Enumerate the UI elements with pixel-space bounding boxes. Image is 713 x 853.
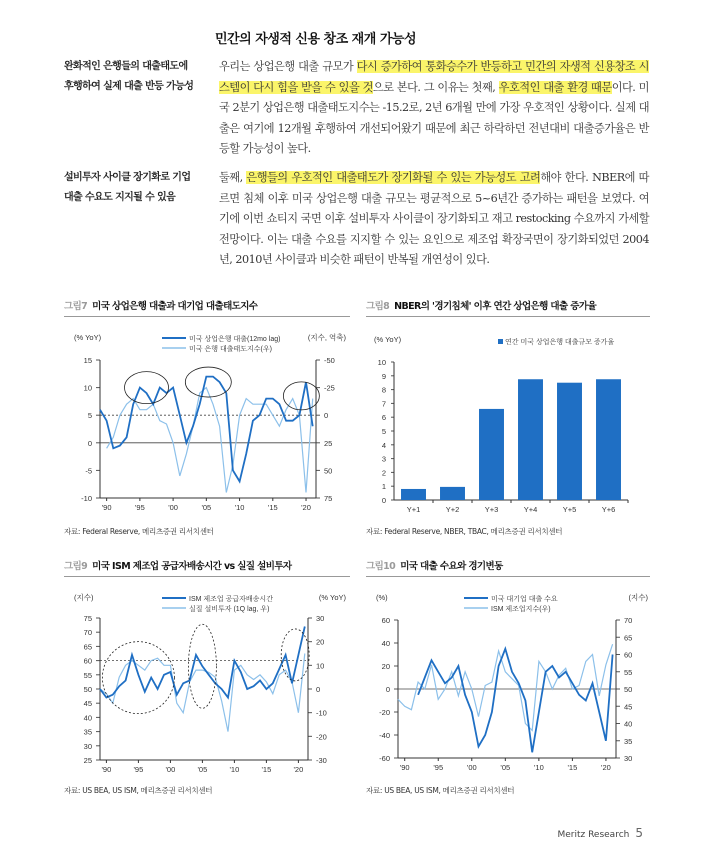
footer-brand: Meritz Research — [557, 830, 630, 840]
y-tick-label-left: 40 — [83, 713, 92, 723]
y-tick-label-right: 20 — [316, 637, 325, 647]
y-tick-label-left: 60 — [381, 616, 390, 625]
y-tick-label-left: 35 — [83, 727, 92, 737]
legend-label: 연간 미국 상업은행 대출규모 증가율 — [505, 339, 615, 346]
y-tick-label-left: 60 — [83, 656, 92, 666]
legend-label: 미국 대기업 대출 수요 — [491, 596, 558, 603]
y-tick-label: 9 — [381, 371, 386, 381]
y-tick-label-left: 25 — [83, 756, 92, 765]
chart-7 — [64, 322, 354, 518]
y-tick-label-right: 50 — [624, 685, 633, 694]
y-tick-label-left: -10 — [81, 494, 92, 503]
bar — [518, 379, 543, 500]
x-tick-label: '15 — [267, 503, 278, 512]
x-tick-label: '00 — [466, 763, 477, 772]
y-tick-label: 0 — [381, 496, 386, 505]
x-tick-label: Y+5 — [562, 505, 577, 514]
chart-8 — [366, 322, 656, 518]
y-tick-label-right: 30 — [624, 754, 633, 763]
highlight: 다시 증가하여 통화승수가 반등하고 민간의 자생적 신용창조 시스템이 다시 힘을 받을 수 있을 것 — [219, 60, 649, 94]
bar — [440, 487, 465, 500]
x-tick-label: '90 — [101, 765, 112, 774]
y-tick-label-left: 40 — [381, 639, 390, 648]
bar — [557, 383, 582, 500]
figure-8-header — [366, 298, 650, 317]
x-tick-label: '90 — [101, 503, 112, 512]
y-tick-label-right: 55 — [624, 667, 633, 677]
y-tick-label: 7 — [381, 399, 386, 409]
y-tick-label-left: 20 — [381, 662, 390, 671]
y-tick-label: 1 — [381, 482, 386, 492]
x-tick-label: '15 — [567, 763, 578, 772]
y-axis-right-label: (지수) — [628, 593, 648, 602]
x-tick-label: Y+4 — [523, 505, 538, 514]
side-note-line: 완화적인 은행들의 대출태도에 — [64, 61, 188, 72]
y-axis-left-label: (% YoY) — [74, 333, 102, 342]
x-tick-label: Y+2 — [445, 505, 460, 514]
x-tick-label: '20 — [293, 765, 304, 774]
paragraph-1 — [219, 57, 649, 160]
y-tick-label-left: -40 — [379, 731, 390, 740]
side-note-line: 대출 수요도 지지될 수 있음 — [64, 192, 176, 203]
x-tick-label: Y+6 — [601, 505, 616, 514]
series-line-1 — [100, 377, 313, 482]
y-tick-label-right: -20 — [316, 732, 327, 742]
y-tick-label-right: 35 — [624, 736, 633, 746]
y-tick-label-right: -10 — [316, 708, 327, 718]
y-tick-label-right: 10 — [316, 661, 325, 671]
y-tick-label-left: 45 — [83, 699, 92, 709]
figure-number: 그림8 — [366, 301, 390, 312]
y-tick-label-left: 55 — [83, 670, 92, 680]
y-tick-label-left: -60 — [379, 754, 390, 763]
y-tick-label-left: 5 — [87, 411, 92, 421]
y-tick-label-right: 45 — [624, 702, 633, 712]
series-line-1 — [100, 627, 305, 698]
x-tick-label: Y+1 — [406, 505, 421, 514]
figure-number: 그림9 — [64, 561, 88, 572]
x-tick-label: '95 — [433, 763, 444, 772]
x-tick-label: '95 — [134, 503, 145, 512]
x-tick-label: '20 — [301, 503, 311, 512]
chart-9 — [64, 582, 354, 778]
y-tick-label-left: 30 — [83, 741, 92, 751]
y-tick-label: 5 — [381, 427, 386, 436]
x-tick-label: '05 — [197, 765, 208, 774]
side-note-2 — [64, 168, 234, 208]
y-tick-label-left: 0 — [87, 438, 92, 448]
y-tick-label: 8 — [381, 385, 386, 395]
figure-10-header — [366, 558, 650, 577]
figure-number: 그림7 — [64, 301, 88, 312]
highlight: 은행들의 우호적인 대출태도가 장기화될 수 있는 가능성도 고려 — [246, 171, 541, 184]
x-tick-label: '10 — [533, 763, 544, 772]
legend-label: ISM 제조업지수(우) — [491, 606, 551, 613]
text: 우리는 상업은행 대출 규모가 — [219, 60, 357, 73]
page-number: 5 — [635, 826, 643, 840]
y-axis-right-label: (지수, 역축) — [307, 333, 346, 342]
x-tick-label: '05 — [500, 763, 511, 772]
y-tick-label-right: 40 — [624, 719, 633, 729]
figure-9-header — [64, 558, 350, 577]
figure-title: NBER의 '경기침체' 이후 연간 상업은행 대출 증가율 — [394, 301, 597, 312]
text: 둘째, — [219, 171, 247, 184]
figure-title: 미국 상업은행 대출과 대기업 대출태도지수 — [92, 301, 258, 312]
side-note-line: 설비투자 사이클 장기화로 기업 — [64, 172, 191, 183]
side-note-1 — [64, 57, 234, 97]
y-tick-label-left: 70 — [83, 628, 92, 638]
y-tick-label-left: 65 — [83, 642, 92, 652]
text: 이다. 미국 2분기 상업은행 대출태도지수는 -15.2로, 2년 6개월 만에 가장 우호적인 상황이다. 실제 대출은 여기에 12개월 후행하여 개선되어왔기 때문에 최근 하락하던 전년대비 대출증가율은 반등할 가능성이 높다. — [219, 80, 649, 156]
legend-label: 미국 은행 대출태도지수(우) — [189, 346, 272, 353]
footer — [557, 826, 643, 840]
bar — [596, 379, 621, 500]
x-tick-label: '95 — [133, 765, 144, 774]
y-tick-label-right: 0 — [316, 685, 321, 694]
text: 으로 본다. 그 이유는 첫째, — [372, 80, 499, 94]
y-tick-label-left: 15 — [83, 356, 92, 365]
y-tick-label: 3 — [381, 454, 386, 464]
y-tick-label-left: -5 — [85, 466, 92, 476]
x-tick-label: '15 — [261, 765, 272, 774]
page-title: 민간의 자생적 신용 창조 재개 가능성 — [215, 32, 416, 47]
legend-swatch — [498, 339, 503, 344]
y-tick-label-left: 50 — [83, 685, 92, 694]
text: 해야 한다. NBER에 따르면 침체 이후 미국 상업은행 대출 규모는 평균적으로 5~6년간 증가하는 패턴을 보였다. 여기에 이번 쇼티지 국면 이후 설비투자 사이클이 장기화되고 재고 restocking 수요까지 가세할 전망이다. 이는 대출 수요를 지지할 수 있는 요인으로 제조업 확장국면이 장기화되었던 2004년, 2010년 사이클과 비슷한 패턴이 반복될 개연성이 있다. — [219, 171, 649, 267]
figure-number: 그림10 — [366, 561, 396, 572]
chart-10-source: 자료: US BEA, US ISM, 메리츠증권 리서치센터 — [366, 786, 515, 795]
y-tick-label-right: -30 — [316, 756, 327, 765]
chart-10 — [366, 582, 656, 778]
y-tick-label: 2 — [381, 468, 386, 478]
figure-7-header — [64, 298, 350, 317]
highlight-ellipse — [125, 372, 169, 404]
y-axis-left-label: (%) — [376, 593, 388, 602]
y-tick-label-right: 60 — [624, 650, 633, 660]
x-tick-label: Y+3 — [484, 505, 499, 514]
legend-label: 실질 설비투자 (1Q lag, 우) — [189, 606, 270, 613]
y-tick-label-right: 50 — [324, 466, 333, 476]
figure-title: 미국 ISM 제조업 공급자배송시간 vs 실질 설비투자 — [92, 561, 292, 572]
series-line-2 — [107, 388, 313, 493]
bar — [401, 489, 426, 500]
x-tick-label: '20 — [601, 763, 611, 772]
x-tick-label: '00 — [165, 765, 176, 774]
x-tick-label: '00 — [168, 503, 178, 512]
legend-label: 미국 상업은행 대출(12mo lag) — [189, 336, 281, 343]
y-tick-label: 10 — [377, 358, 386, 367]
highlight: 우호적인 대출 환경 때문 — [498, 80, 612, 94]
series-line-2 — [398, 644, 613, 730]
y-tick-label-right: 75 — [324, 494, 333, 503]
y-axis-label: (% YoY) — [374, 335, 402, 344]
x-tick-label: '10 — [229, 765, 240, 774]
y-tick-label-left: 0 — [385, 685, 390, 694]
x-tick-label: '05 — [201, 503, 212, 512]
y-tick-label-right: 25 — [324, 438, 333, 448]
y-tick-label-right: 65 — [624, 633, 633, 643]
y-axis-left-label: (지수) — [74, 593, 94, 602]
y-tick-label: 6 — [381, 413, 386, 423]
bar — [479, 409, 504, 500]
x-tick-label: '10 — [234, 503, 245, 512]
side-note-line: 후행하여 실제 대출 반등 가능성 — [64, 81, 194, 92]
figure-title: 미국 대출 수요와 경기변동 — [400, 561, 503, 572]
y-tick-label-right: 0 — [324, 411, 329, 421]
chart-8-source: 자료: Federal Reserve, NBER, TBAC, 메리츠증권 리서치센터 — [366, 527, 563, 536]
chart-7-source: 자료: Federal Reserve, 메리츠증권 리서치센터 — [64, 527, 214, 536]
chart-9-source: 자료: US BEA, US ISM, 메리츠증권 리서치센터 — [64, 786, 213, 795]
x-tick-label: '90 — [399, 763, 410, 772]
y-axis-right-label: (% YoY) — [318, 593, 346, 602]
y-tick-label-right: -50 — [324, 356, 335, 365]
y-tick-label-left: 10 — [83, 383, 92, 393]
paragraph-2 — [219, 168, 649, 271]
series-line-1 — [418, 649, 612, 753]
y-tick-label-right: 70 — [624, 616, 633, 625]
y-tick-label-left: 75 — [83, 614, 92, 623]
legend-label: ISM 제조업 공급자배송시간 — [189, 596, 273, 603]
y-tick-label: 4 — [381, 440, 386, 450]
y-tick-label-right: -25 — [324, 383, 335, 393]
y-tick-label-left: -20 — [379, 708, 390, 717]
y-tick-label-right: 30 — [316, 614, 325, 623]
